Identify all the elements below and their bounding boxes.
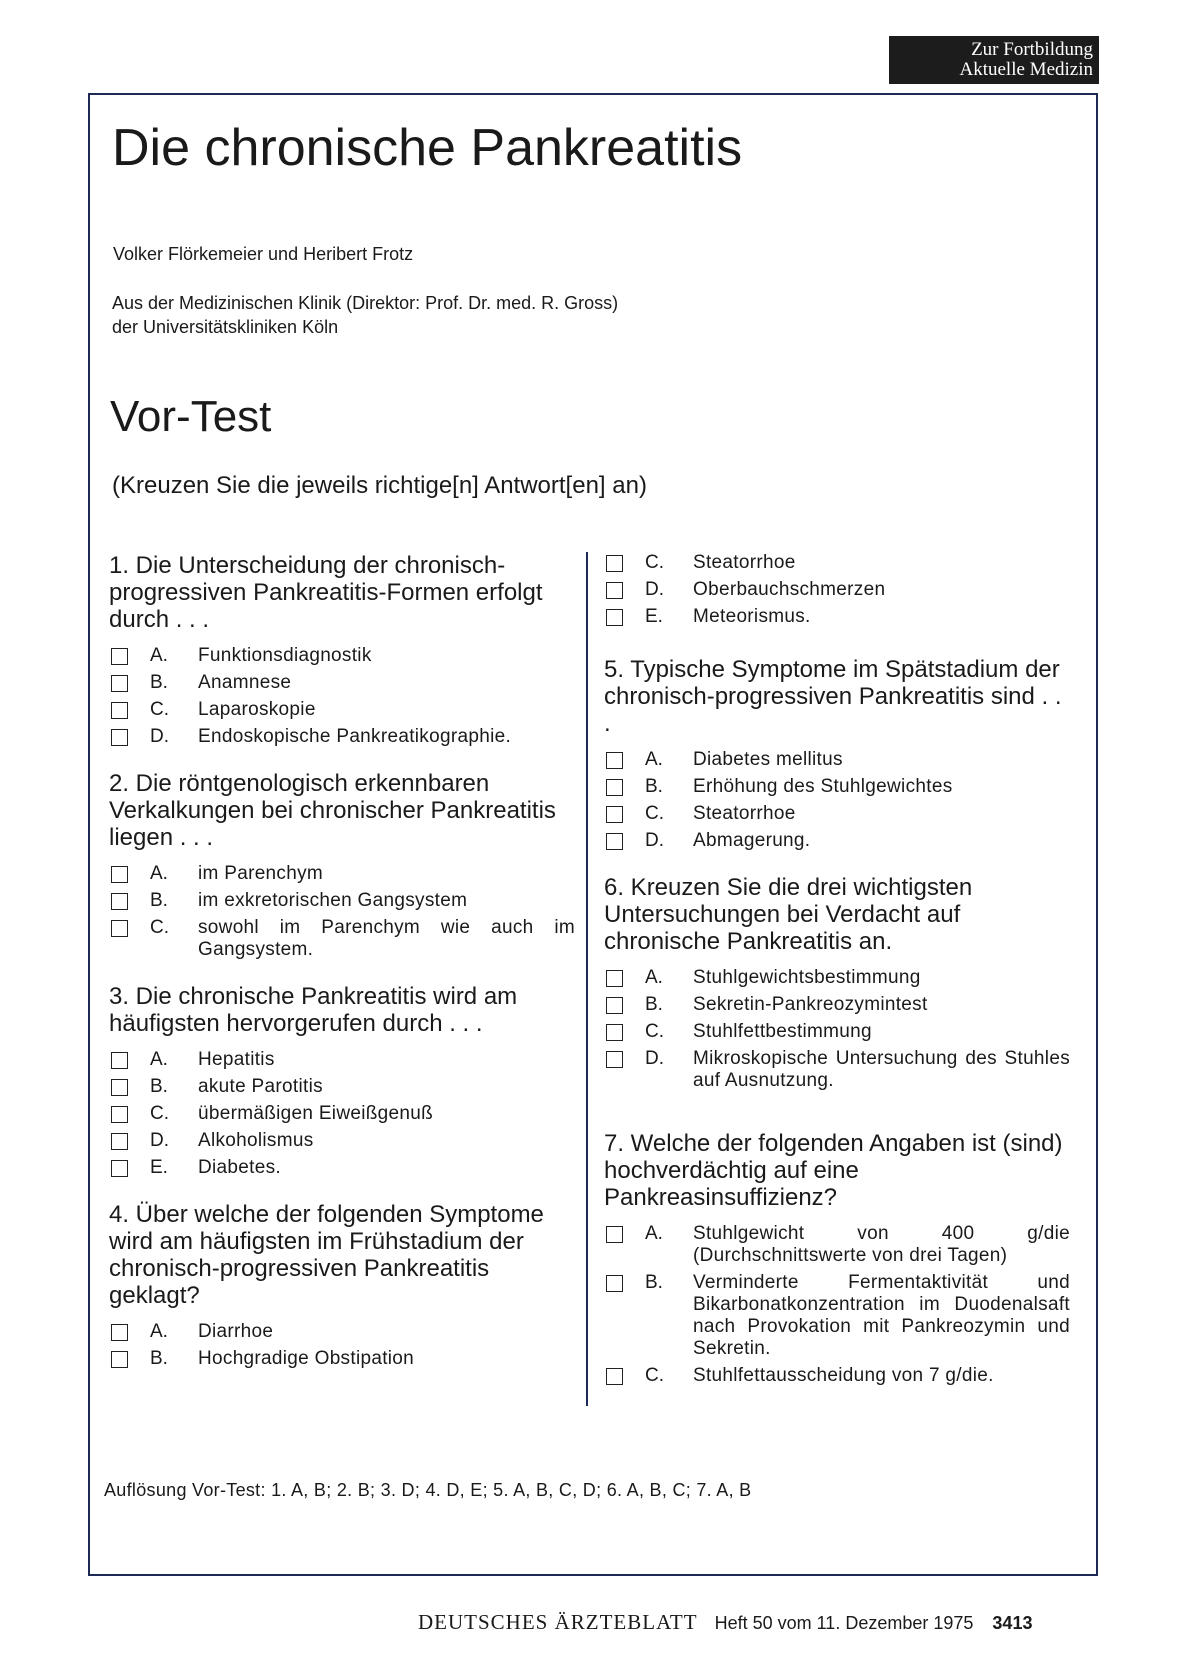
option-1a[interactable] [105, 645, 575, 667]
option-text: im Parenchym [198, 863, 324, 884]
checkbox[interactable] [606, 582, 623, 599]
option-6c[interactable] [600, 1021, 1070, 1043]
option-text: Hepatitis [198, 1049, 275, 1070]
option-4e[interactable] [600, 606, 1070, 628]
option-text: Meteorismus. [693, 606, 811, 627]
option-text: Erhöhung des Stuhlgewichtes [693, 776, 953, 797]
checkbox[interactable] [111, 1351, 128, 1368]
option-2b[interactable] [105, 890, 575, 912]
option-letter: B. [645, 994, 663, 1015]
option-letter: A. [150, 1321, 168, 1342]
option-6b[interactable] [600, 994, 1070, 1016]
option-text: Mikroskopische Untersuchung des Stuhles auf Ausnutzung. [693, 1048, 1070, 1091]
affiliation-line-2: der Universitätskliniken Köln [112, 317, 339, 337]
option-1d[interactable] [105, 726, 575, 748]
checkbox[interactable] [111, 648, 128, 665]
option-text: Stuhlfettbestimmung [693, 1021, 872, 1042]
option-3b[interactable] [105, 1076, 575, 1098]
checkbox[interactable] [111, 675, 128, 692]
option-4b[interactable] [105, 1348, 575, 1370]
option-4a[interactable] [105, 1321, 575, 1343]
affiliation [112, 291, 618, 339]
option-text: Diarrhoe [198, 1321, 274, 1342]
option-6d[interactable] [600, 1048, 1070, 1092]
option-4d[interactable] [600, 579, 1070, 601]
checkbox[interactable] [606, 752, 623, 769]
journal-name: DEUTSCHES ÄRZTEBLATT [418, 1610, 698, 1634]
checkbox[interactable] [111, 1052, 128, 1069]
checkbox[interactable] [111, 1106, 128, 1123]
issue-info: Heft 50 vom 11. Dezember 1975 [714, 1613, 974, 1633]
option-text: Anamnese [198, 672, 292, 693]
checkbox[interactable] [111, 1079, 128, 1096]
question-text: 4. Über welche der folgenden Symptome wird am häufigsten im Frühstadium der chronisch-progressiven Pankreatitis geklagt? [109, 1201, 544, 1309]
checkbox[interactable] [111, 1324, 128, 1341]
checkbox[interactable] [606, 1368, 623, 1385]
option-7b[interactable] [600, 1272, 1070, 1360]
option-letter: A. [150, 863, 168, 884]
option-3e[interactable] [105, 1157, 575, 1179]
checkbox[interactable] [111, 702, 128, 719]
option-1c[interactable] [105, 699, 575, 721]
checkbox[interactable] [606, 970, 623, 987]
option-text: akute Parotitis [198, 1076, 323, 1097]
question-3 [105, 983, 575, 1179]
option-letter: A. [645, 749, 663, 770]
section-badge [889, 36, 1099, 84]
option-letter: E. [645, 606, 663, 627]
option-letter: C. [645, 1365, 664, 1386]
option-letter: D. [645, 1048, 664, 1069]
left-column [105, 552, 575, 1392]
option-text: Steatorrhoe [693, 552, 796, 573]
option-text: im exkretorischen Gangsystem [198, 890, 468, 911]
checkbox[interactable] [606, 833, 623, 850]
option-text: Funktionsdiagnostik [198, 645, 372, 666]
option-text: Alkoholismus [198, 1130, 314, 1151]
option-text: Abmagerung. [693, 830, 811, 851]
checkbox[interactable] [606, 779, 623, 796]
question-5 [600, 656, 1070, 852]
question-2 [105, 770, 575, 961]
checkbox[interactable] [606, 1024, 623, 1041]
option-letter: C. [645, 1021, 664, 1042]
option-text: Hochgradige Obstipation [198, 1348, 415, 1369]
option-letter: B. [150, 1076, 168, 1097]
checkbox[interactable] [606, 997, 623, 1014]
option-3d[interactable] [105, 1130, 575, 1152]
option-5c[interactable] [600, 803, 1070, 825]
page-footer [418, 1610, 1032, 1635]
option-3c[interactable] [105, 1103, 575, 1125]
checkbox[interactable] [606, 806, 623, 823]
checkbox[interactable] [606, 1226, 623, 1243]
checkbox[interactable] [606, 1051, 623, 1068]
checkbox[interactable] [111, 893, 128, 910]
checkbox[interactable] [111, 920, 128, 937]
option-letter: B. [645, 1272, 663, 1293]
question-text: 3. Die chronische Pankreatitis wird am häufigsten hervorgerufen durch . . . [109, 983, 518, 1037]
checkbox[interactable] [606, 609, 623, 626]
option-text: Verminderte Fermentaktivität und Bikarbonatkonzentration im Duodenalsaft nach Provokation mit Pankreozymin und Sekretin. [693, 1272, 1070, 1359]
checkbox[interactable] [111, 1160, 128, 1177]
option-text: Stuhlfettausscheidung von 7 g/die. [693, 1365, 994, 1386]
question-text: 6. Kreuzen Sie die drei wichtigsten Untersuchungen bei Verdacht auf chronische Pankreatitis an. [604, 874, 973, 955]
option-2a[interactable] [105, 863, 575, 885]
option-text: Stuhlgewichtsbestimmung [693, 967, 921, 988]
option-text: Stuhlgewicht von 400 g/die (Durchschnittswerte von drei Tagen) [693, 1223, 1070, 1266]
column-divider [586, 552, 588, 1406]
question-text: 7. Welche der folgenden Angaben ist (sind) hochverdächtig auf eine Pankreasinsuffizienz? [604, 1130, 1063, 1211]
section-title: Vor-Test [110, 392, 272, 441]
option-5d[interactable] [600, 830, 1070, 852]
option-text: Diabetes. [198, 1157, 281, 1178]
option-letter: C. [150, 917, 169, 938]
option-letter: B. [645, 776, 663, 797]
option-text: sowohl im Parenchym wie auch im Gangsystem. [198, 917, 575, 960]
affiliation-line-1: Aus der Medizinischen Klinik (Direktor: Prof. Dr. med. R. Gross) [112, 293, 619, 313]
option-text: Diabetes mellitus [693, 749, 843, 770]
option-5a[interactable] [600, 749, 1070, 771]
option-text: Laparoskopie [198, 699, 316, 720]
badge-line-2: Aktuelle Medizin [959, 59, 1093, 80]
option-3a[interactable] [105, 1049, 575, 1071]
option-letter: B. [150, 1348, 168, 1369]
page-number: 3413 [992, 1613, 1033, 1633]
question-6 [600, 874, 1070, 1092]
option-text: Steatorrhoe [693, 803, 796, 824]
option-letter: A. [150, 1049, 168, 1070]
option-text: Oberbauchschmerzen [693, 579, 886, 600]
right-column [600, 552, 1070, 1409]
option-letter: C. [150, 699, 169, 720]
instruction: (Kreuzen Sie die jeweils richtige[n] Antwort[en] an) [112, 472, 647, 499]
option-text: übermäßigen Eiweißgenuß [198, 1103, 434, 1124]
option-letter: D. [645, 830, 664, 851]
option-7c[interactable] [600, 1365, 1070, 1387]
question-text: 5. Typische Symptome im Spätstadium der chronisch-progressiven Pankreatitis sind . . . [604, 656, 1062, 737]
option-letter: E. [150, 1157, 168, 1178]
checkbox[interactable] [606, 1275, 623, 1292]
option-letter: D. [150, 726, 169, 747]
option-7a[interactable] [600, 1223, 1070, 1267]
option-1b[interactable] [105, 672, 575, 694]
option-4c[interactable] [600, 552, 1070, 574]
question-1 [105, 552, 575, 748]
option-letter: C. [645, 803, 664, 824]
option-letter: C. [150, 1103, 169, 1124]
option-letter: D. [150, 1130, 169, 1151]
option-2c[interactable] [105, 917, 575, 961]
option-letter: B. [150, 890, 168, 911]
question-7 [600, 1130, 1070, 1387]
badge-line-1: Zur Fortbildung [971, 39, 1093, 60]
question-4 [105, 1201, 575, 1370]
solution-key: Auflösung Vor-Test: 1. A, B; 2. B; 3. D; 4. D, E; 5. A, B, C, D; 6. A, B, C; 7. A, B [104, 1480, 752, 1500]
option-text: Endoskopische Pankreatikographie. [198, 726, 512, 747]
option-letter: A. [150, 645, 168, 666]
checkbox[interactable] [111, 729, 128, 746]
option-letter: C. [645, 552, 664, 573]
question-text: 2. Die röntgenologisch erkennbaren Verkalkungen bei chronischer Pankreatitis liegen . . . [109, 770, 556, 851]
checkbox[interactable] [111, 866, 128, 883]
option-text: Sekretin-Pankreozymintest [693, 994, 928, 1015]
question-4-continued [600, 552, 1070, 628]
option-letter: A. [645, 967, 663, 988]
option-6a[interactable] [600, 967, 1070, 989]
option-letter: A. [645, 1223, 663, 1244]
article-title: Die chronische Pankreatitis [112, 119, 743, 177]
checkbox[interactable] [606, 555, 623, 572]
authors: Volker Flörkemeier und Heribert Frotz [113, 244, 414, 264]
option-letter: B. [150, 672, 168, 693]
option-5b[interactable] [600, 776, 1070, 798]
question-text: 1. Die Unterscheidung der chronisch-progressiven Pankreatitis-Formen erfolgt durch . . . [109, 552, 543, 633]
checkbox[interactable] [111, 1133, 128, 1150]
option-letter: D. [645, 579, 664, 600]
